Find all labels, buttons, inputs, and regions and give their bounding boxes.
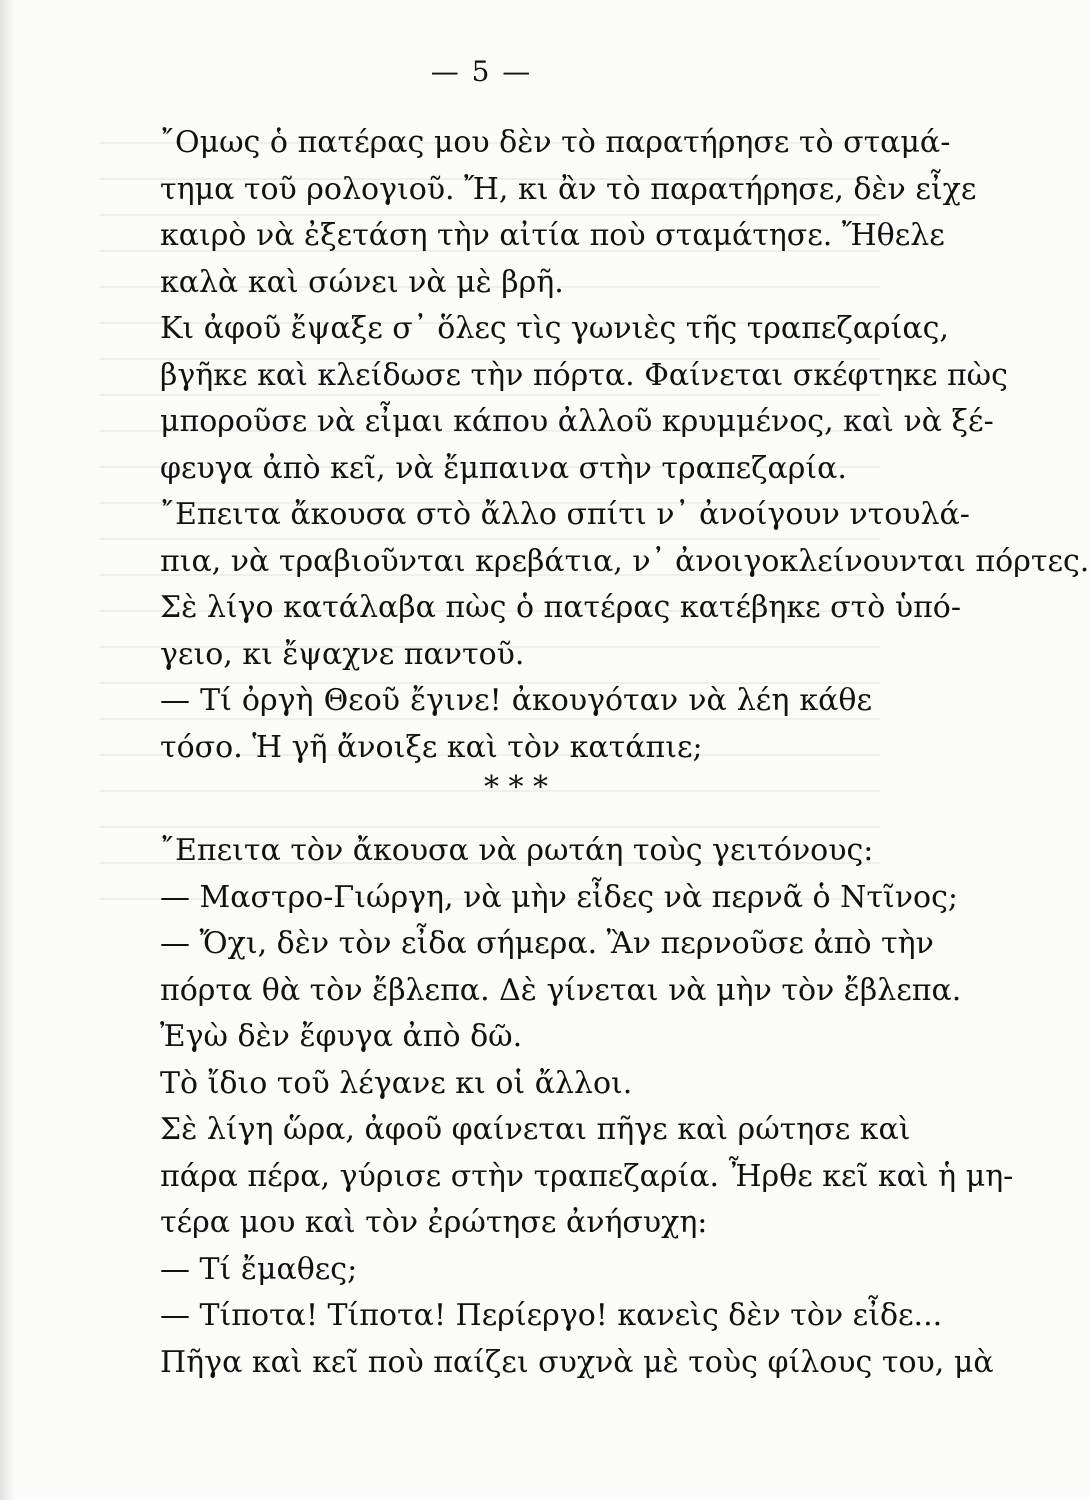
text-line: πάρα πέρα, γύρισε στὴν τραπεζαρία. Ἦρθε κεῖ καὶ ἡ μη- (160, 1158, 1014, 1194)
text-line: τέρα μου καὶ τὸν ἐρώτησε ἀνήσυχη: (160, 1205, 708, 1240)
text-line: Σὲ λίγο κατάλαβα πὼς ὁ πατέρας κατέβηκε στὸ ὑπό- (160, 590, 962, 625)
text-line: καιρὸ νὰ ἐξετάση τὴν αἰτία ποὺ σταμάτησε. Ἤθελε (160, 218, 945, 253)
text-line: ῎Επειτα ἄκουσα στὸ ἄλλο σπίτι ν᾿ ἀνοίγουν ντουλά- (160, 497, 970, 532)
text-line: Πῆγα καὶ κεῖ ποὺ παίζει συχνὰ μὲ τοὺς φίλους του, μὰ (160, 1344, 994, 1380)
text-line: φευγα ἀπὸ κεῖ, νὰ ἔμπαινα στὴν τραπεζαρία. (160, 450, 847, 486)
text-line: ῎Επειτα τὸν ἄκουσα νὰ ρωτάη τοὺς γειτόνους: (160, 833, 874, 868)
page-binding-shadow (0, 0, 14, 1500)
text-line: — Τί ἔμαθες; (160, 1251, 358, 1287)
text-line: — Μαστρο-Γιώργη, νὰ μὴν εἶδες νὰ περνᾶ ὁ Ντῖνος; (160, 879, 958, 915)
text-line: ῎Ομως ὁ πατέρας μου δὲν τὸ παρατήρησε τὸ σταμά- (160, 125, 951, 160)
text-line: Ἐγὼ δὲν ἔφυγα ἀπὸ δῶ. (160, 1019, 523, 1054)
page-number: — 5 — (430, 55, 533, 88)
asterism: * * * (483, 770, 549, 805)
body-text-upper (160, 120, 1089, 771)
text-line: Σὲ λίγη ὥρα, ἀφοῦ φαίνεται πῆγε καὶ ρώτησε καὶ (160, 1112, 911, 1147)
body-text-lower (160, 828, 1014, 1386)
text-line: πια, νὰ τραβιοῦνται κρεβάτια, ν᾿ ἀνοιγοκλείνουνται πόρτες. (160, 543, 1089, 579)
text-line: καλὰ καὶ σώνει νὰ μὲ βρῆ. (160, 264, 564, 300)
text-line: — Τίποτα! Τίποτα! Περίεργο! κανεὶς δὲν τὸν εἶδε... (160, 1298, 943, 1333)
text-line: τόσο. Ἡ γῆ ἄνοιξε καὶ τὸν κατάπιε; (160, 729, 703, 765)
text-line: βγῆκε καὶ κλείδωσε τὴν πόρτα. Φαίνεται σκέφτηκε πὼς (160, 357, 1008, 393)
text-line: γειο, κι ἔψαχνε παντοῦ. (160, 636, 525, 672)
text-line: Τὸ ἴδιο τοῦ λέγανε κι οἱ ἄλλοι. (160, 1065, 633, 1101)
text-line: τημα τοῦ ρολογιοῦ. Ἤ, κι ἂν τὸ παρατήρησε, δὲν εἶχε (160, 171, 977, 207)
text-line: μποροῦσε νὰ εἶμαι κάπου ἀλλοῦ κρυμμένος, καὶ νὰ ξέ- (160, 404, 994, 439)
text-line: — Τί ὀργὴ Θεοῦ ἔγινε! ἀκουγόταν νὰ λέη κάθε (160, 683, 872, 718)
section-break (160, 765, 872, 812)
text-line: πόρτα θὰ τὸν ἔβλεπα. Δὲ γίνεται νὰ μὴν τὸν ἔβλεπα. (160, 972, 962, 1008)
text-line: — Ὄχι, δὲν τὸν εἶδα σήμερα. Ἂν περνοῦσε ἀπὸ τὴν (160, 926, 934, 961)
text-line: Κι ἀφοῦ ἔψαξε σ᾿ ὅλες τὶς γωνιὲς τῆς τραπεζαρίας, (160, 311, 949, 346)
